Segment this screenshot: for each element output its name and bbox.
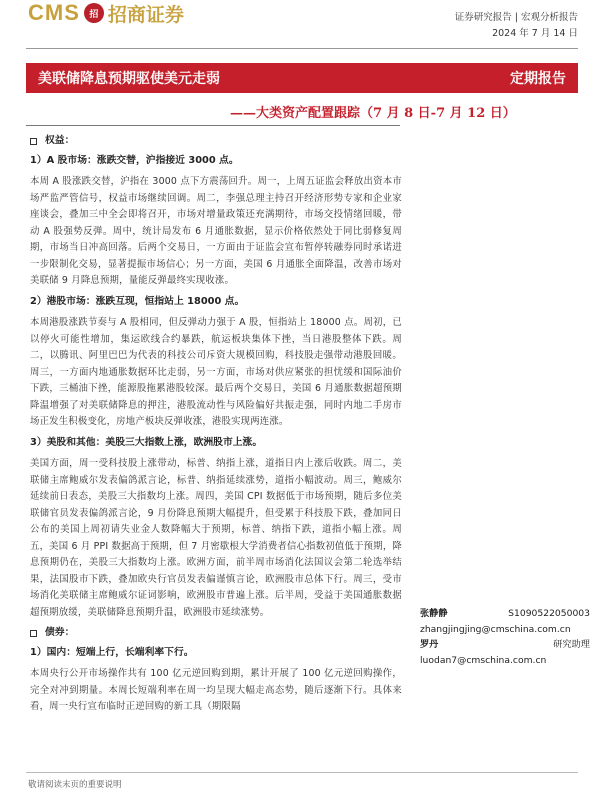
analyst-cert-id: S1090522050003 [508,608,590,619]
paragraph-us: 美国方面，周一受科技股上涨带动，标普、纳指上涨，道指日内上涨后收跌。周二，美联储主席鲍威尔发表偏鸽派言论，标普、纳指延续涨势，道指小幅波动。周三，鲍威尔延续前日表态，美股三大指数均上涨。周四，美国 CPI 数据低于市场预期，随后多位美联储官员发表偏鸽派言论，9 月份降息预期大幅提升，但受累于科技股下跌，叠加同日公布的美国上周初请失业金人数降幅大于预期，标普、纳指下跌，道指小幅上涨。周五，美国 6 月 PPI 数据高于预期，但 7 月密歇根大学消费者信心指数初值低于预期，降息预期仍在，美股三大指数均上涨。欧洲方面，前半周市场消化法国议会第二轮选举结果，法国股市下跌，叠加欧央行官员发表偏谨慎言论，欧洲股市总体下行。周三，受市场消化美联储主席鲍威尔证词影响，欧洲股市普遍上涨。后半周，受益于美国通胀数据超预期放缓，美联储降息预期升温，欧洲股市延续涨势。 [30,458,402,618]
subheading-a-share: 1）A 股市场：涨跌交替，沪指接近 3000 点。 [30,154,239,166]
subheading-domestic: 1）国内：短端上行，长端利率下行。 [30,646,194,658]
assistant-role: 研究助理 [553,639,590,650]
subheading-hk: 2）港股市场：涨跌互现，恒指站上 18000 点。 [30,295,245,307]
paragraph-a-share: 本周 A 股涨跌交替，沪指在 3000 点下方震荡回升。周一，上周五证监会释放出资本市场严监严管信号，权益市场继续回调。周二，李强总理主持召开经济形势专家和企业家座谈会，叠加三中全会即将召开，市场对增量政策还充满期待，市场交投情绪回暖，带动 A 股强势反弹。周中，统计局发布 6 月通胀数据，显示价格依然处于同比弱修复周期，市场当日冲高回落。后两个交易日，一方面由于证监会宣布暂停转融券同时承诺进一步限制化交易，显著提振市场信心；另一方面，美国 6 月通胀全面降温，改善市场对美联储 9 月降息预期，量能反弹最终实现收涨。 [30,176,402,286]
logo-text-en: CMS [28,0,80,25]
title-banner [26,63,578,93]
assistant-email: luodan7@cmschina.com.cn [420,654,547,666]
header-divider [26,48,578,49]
report-subtitle: ——大类资产配置跟踪（7 月 8 日-7 月 12 日） [230,106,516,121]
analyst-name: 张静静 [420,608,448,619]
footer-divider [26,772,578,773]
analyst-email: zhangjingjing@cmschina.com.cn [420,623,571,635]
subheading-us: 3）美股和其他：美股三大指数上涨，欧洲股市上涨。 [30,436,263,448]
brand-logo [28,0,184,26]
report-title: 美联储降息预期驱使美元走弱 [38,71,220,87]
logo-text-cn: 招商证券 [107,3,184,26]
section-heading-bond: 债券： [30,625,402,642]
report-type: 证券研究报告 | 宏观分析报告 [454,12,578,23]
subtitle-divider [26,125,400,126]
square-bullet-icon [30,138,37,145]
footer-disclaimer: 敬请阅读末页的重要说明 [28,780,122,790]
assistant-name: 罗丹 [420,639,439,650]
square-bullet-icon [30,630,37,637]
paragraph-hk: 本周港股涨跌节奏与 A 股相同，但反弹动力强于 A 股，恒指站上 18000 点。周初，已以停火可能性增加，集运欧线合约暴跌，航运板块集体下挫，当日港股整体下跌。周二，以腾讯、阿里巴巴为代表的科技公司斥资大规模回购，科技股走强带动港股回暖。周三，一方面内地通胀数据环比走弱，另一方面，市场对供应紧张的担忧缓和国际油价下跌，三桶油下挫，能源股拖累港股较深。最后两个交易日，美国 6 月通胀数据超预期降温增强了对美联储降息的押注，港股流动性与风险偏好共振走强，同时内地二手房市场正发生积极变化，房地产板块反弹收涨，港股实现两连涨。 [30,317,402,427]
paragraph-domestic: 本周央行公开市场操作共有 100 亿元逆回购到期，累计开展了 100 亿元逆回购操作，完全对冲到期量。本周长短端利率在周一均呈现大幅走高态势，随后逐渐下行。具体来看，周一央行宣布临时正逆回购的新工具（期限隔 [30,668,402,712]
report-meta [455,10,578,42]
analyst-panel [420,606,590,668]
logo-seal-icon: 招 [84,3,104,23]
report-date: 2024 年 7 月 14 日 [492,28,578,39]
section-heading-equity: 权益： [30,133,402,150]
report-body [30,131,402,720]
report-tag: 定期报告 [510,71,566,87]
